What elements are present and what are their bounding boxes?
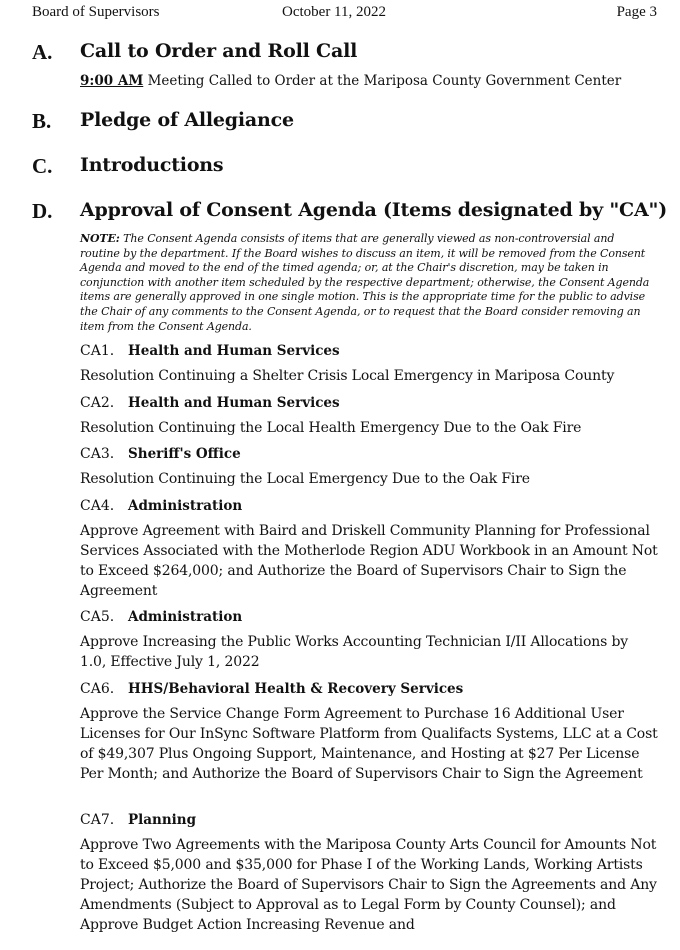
item-department: Administration (128, 609, 243, 625)
consent-item-ca7 (80, 810, 658, 935)
consent-item-ca6 (80, 679, 658, 784)
section-title: Introductions (80, 154, 224, 176)
item-description: Approve Two Agreements with the Mariposa County Arts Council for Amounts Not to Exceed $5,000 and $35,000 for Phase I of the Working Lands, Working Artists Project; Authorize the Board of Supervisors Chair to Sign the Agreements and Any Amendments (Subject to Approval as to Legal Form by County Counsel); and Approve Budget Action Increasing Revenue and (80, 837, 657, 933)
item-number: CA1. (80, 343, 115, 359)
consent-item-ca4 (80, 496, 658, 601)
item-department: Health and Human Services (128, 343, 340, 359)
call-to-order-line (80, 73, 655, 89)
header-board-name: Board of Supervisors (32, 4, 160, 20)
consent-item-ca1 (80, 341, 658, 386)
header-date: October 11, 2022 (282, 4, 387, 20)
section-title: Pledge of Allegiance (80, 109, 294, 131)
item-description: Resolution Continuing the Local Health Emergency Due to the Oak Fire (80, 420, 582, 436)
consent-item-ca2 (80, 393, 658, 438)
section-title: Approval of Consent Agenda (Items designated by "CA") (80, 199, 667, 221)
item-department: Health and Human Services (128, 395, 340, 411)
item-description: Resolution Continuing the Local Emergency Due to the Oak Fire (80, 471, 530, 487)
meeting-time: 9:00 AM (80, 73, 144, 89)
item-number: CA3. (80, 446, 115, 462)
consent-item-ca3 (80, 444, 658, 489)
header-page-number: Page 3 (616, 4, 657, 20)
item-department: Planning (128, 812, 197, 828)
note-label: NOTE: (80, 232, 120, 245)
item-number: CA4. (80, 498, 115, 514)
consent-item-ca5 (80, 607, 658, 672)
item-description: Approve Agreement with Baird and Driskell Community Planning for Professional Services Associated with the Motherlode Region ADU Workbook in an Amount Not to Exceed $264,000; and Authorize the Board of Supervisors Chair to Sign the Agreement (80, 523, 658, 599)
item-description: Approve Increasing the Public Works Accounting Technician I/II Allocations by 1.0, Effective July 1, 2022 (80, 634, 629, 670)
call-to-order-text: Meeting Called to Order at the Mariposa County Government Center (143, 73, 622, 89)
item-number: CA5. (80, 609, 115, 625)
section-letter: B. (32, 109, 52, 133)
note-text: The Consent Agenda consists of items that are generally viewed as non-controversial and routine by the department. If the Board wishes to discuss an item, it will be removed from the Consent Agenda and moved to the end of the timed agenda; or, at the Chair's discretion, may be taken in conjunction with another item scheduled by the respective department; otherwise, the Consent Agenda items are generally approved in one single motion. This is the appropriate time for the public to advise the Chair of any comments to the Consent Agenda, or to request that the Board consider removing an item from the Consent Agenda. (80, 232, 650, 333)
item-number: CA7. (80, 812, 115, 828)
section-letter: D. (32, 199, 53, 223)
item-number: CA2. (80, 395, 115, 411)
section-letter: C. (32, 154, 53, 178)
item-number: CA6. (80, 681, 115, 697)
section-title: Call to Order and Roll Call (80, 40, 358, 62)
item-description: Resolution Continuing a Shelter Crisis Local Emergency in Mariposa County (80, 368, 615, 384)
item-department: Administration (128, 498, 243, 514)
item-department: Sheriff's Office (128, 446, 241, 462)
section-letter: A. (32, 40, 53, 64)
consent-agenda-note (80, 232, 655, 334)
item-description: Approve the Service Change Form Agreement to Purchase 16 Additional User Licenses for Our InSync Software Platform from Qualifacts Systems, LLC at a Cost of $49,307 Plus Ongoing Support, Maintenance, and Hosting at $27 Per License Per Month; and Authorize the Board of Supervisors Chair to Sign the Agreement (80, 706, 658, 782)
item-department: HHS/Behavioral Health & Recovery Services (128, 681, 464, 697)
